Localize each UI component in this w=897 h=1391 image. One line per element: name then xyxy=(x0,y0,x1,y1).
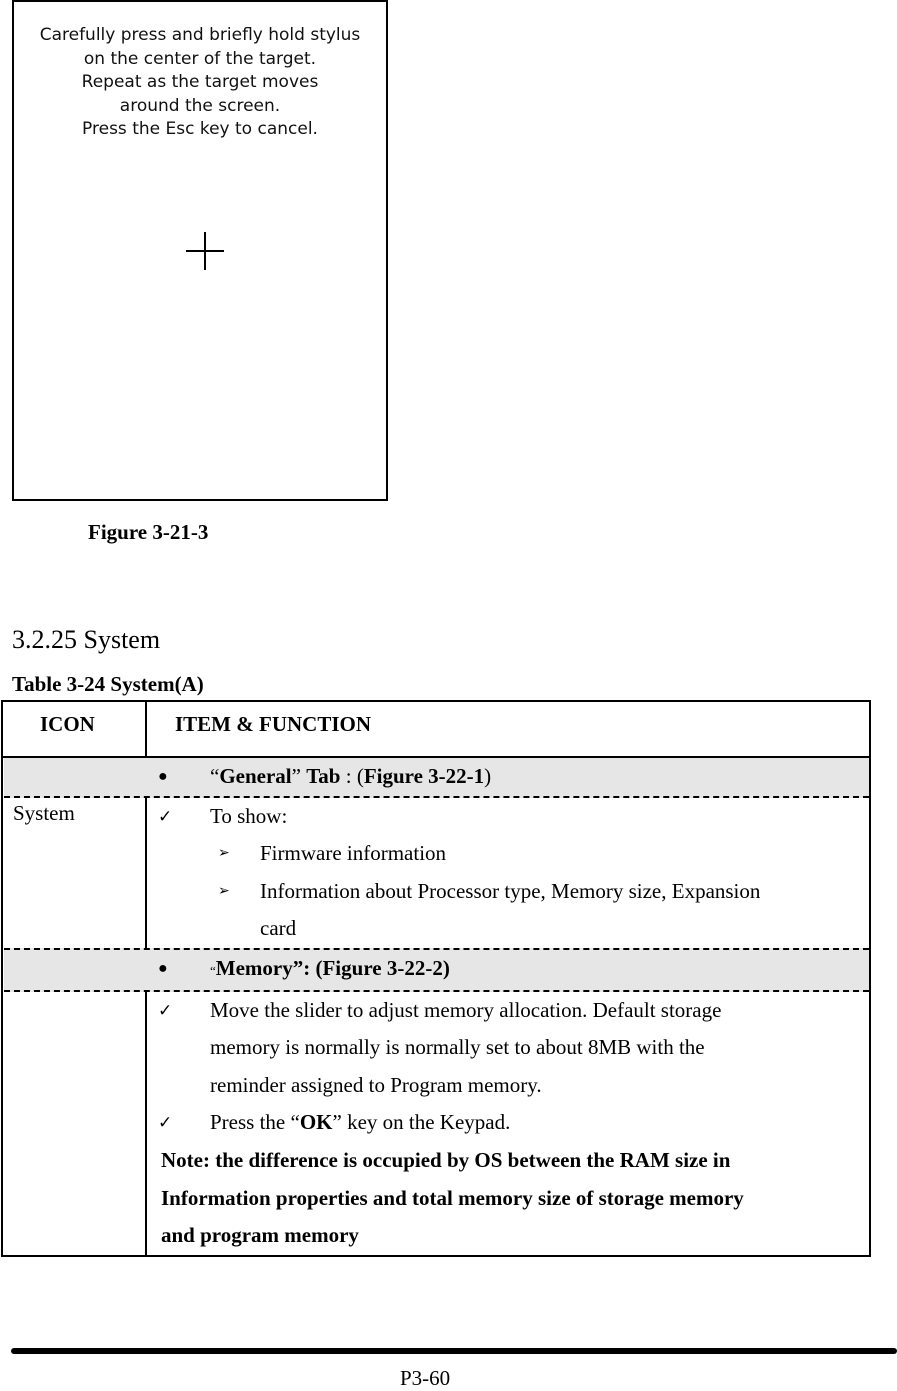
instruction-line: Press the Esc key to cancel. xyxy=(82,119,318,139)
instruction-line: on the center of the target. xyxy=(83,48,317,69)
arrow-icon: ➢ xyxy=(218,883,230,899)
table-caption: Table 3-24 System(A) xyxy=(12,672,204,696)
crosshair-icon[interactable] xyxy=(184,230,226,272)
table-header-row xyxy=(2,701,870,757)
table-row xyxy=(2,757,870,1256)
list-item-continued: card xyxy=(260,916,297,941)
calibration-instructions xyxy=(14,24,386,142)
page-number: P3-60 xyxy=(400,1366,451,1390)
calibration-screen xyxy=(12,0,388,501)
section-title: 3.2.25 System xyxy=(12,625,161,654)
arrow-icon: ➢ xyxy=(218,846,230,862)
system-table xyxy=(1,700,871,1257)
press-ok-row: ✓ Press the “OK” key on the Keypad. xyxy=(4,1104,869,1142)
memory-description: ✓ Move the slider to adjust memory allocation. Default storage memory is normally is normally set to about 8MB with the reminder assigned to Program memory. xyxy=(4,992,869,1105)
check-icon: ✓ xyxy=(158,1000,173,1020)
to-show-row: ✓ To show: xyxy=(4,798,869,836)
header-item-function: ITEM & FUNCTION xyxy=(175,712,372,736)
check-icon: ✓ xyxy=(158,1113,173,1133)
instruction-line: around the screen. xyxy=(119,95,281,116)
header-icon: ICON xyxy=(40,712,95,736)
bullet-icon: ● xyxy=(158,959,168,977)
general-tab-row: ● “General” Tab : (Figure 3-22-1) xyxy=(4,758,869,798)
note: Note: the difference is occupied by OS between the RAM size in Information properties and total memory size of storage memory and program memory xyxy=(161,1147,744,1248)
bullet-icon: ● xyxy=(158,768,168,785)
list-item: ➢ Information about Processor type, Memory size, Expansion xyxy=(4,873,869,911)
instruction-line: Repeat as the target moves xyxy=(81,72,319,92)
instruction-line: Carefully press and briefly hold stylus xyxy=(39,25,361,45)
footer-rule xyxy=(11,1348,897,1354)
check-icon: ✓ xyxy=(158,806,173,826)
list-item: ➢ Firmware information xyxy=(4,835,869,873)
icon-label-system: System xyxy=(13,801,75,825)
memory-row: ● “Memory”: (Figure 3-22-2) xyxy=(4,948,869,992)
figure-caption: Figure 3-21-3 xyxy=(88,520,209,544)
